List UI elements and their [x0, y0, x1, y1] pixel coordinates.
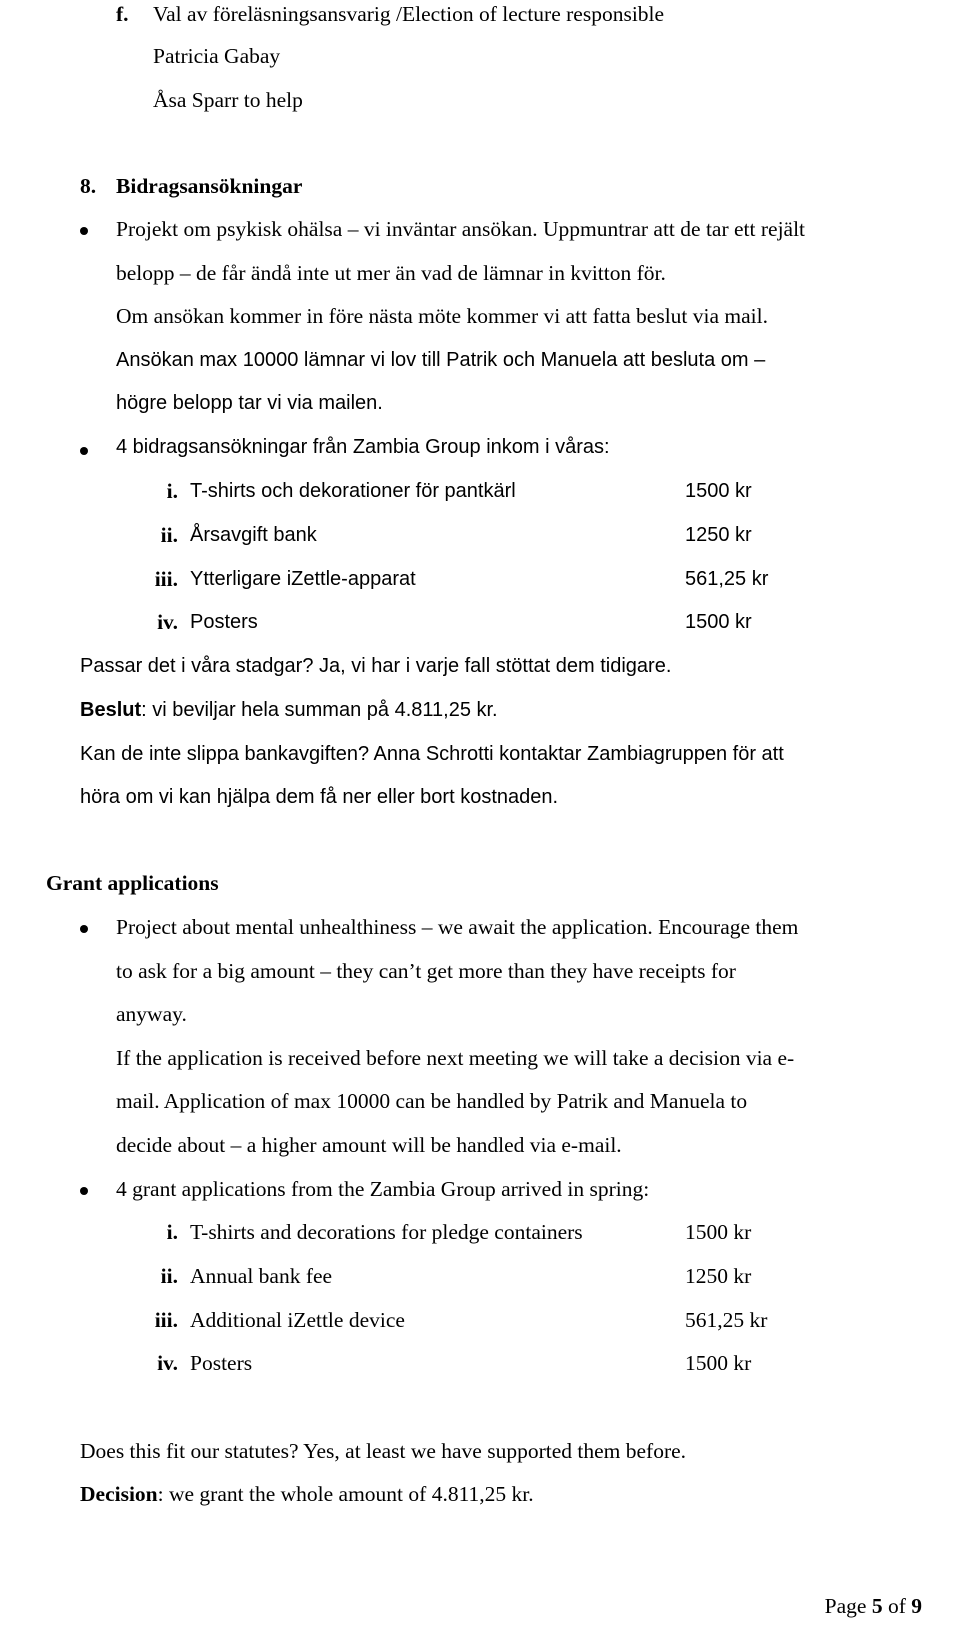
list-item-desc: Posters — [190, 1351, 253, 1375]
list-item-amount: 561,25 kr — [685, 568, 769, 590]
section-f-name: Åsa Sparr to help — [153, 88, 303, 112]
paragraph-line: Ansökan max 10000 lämnar vi lov till Patrik och Manuela att besluta om – — [116, 349, 766, 371]
section-8-title: Bidragsansökningar — [116, 174, 303, 198]
page-word: Page — [824, 1594, 867, 1618]
of-word: of — [887, 1594, 906, 1618]
decision-line — [80, 1484, 534, 1506]
bullet-icon — [80, 227, 88, 235]
paragraph-line: anyway. — [116, 1002, 187, 1026]
list-item-number: iv. — [157, 1351, 178, 1375]
total-pages: 9 — [911, 1594, 922, 1618]
paragraph-line: Project about mental unhealthiness – we await the application. Encourage them — [116, 915, 799, 939]
list-item-amount: 1500 kr — [685, 1351, 752, 1375]
list-item-desc: Posters — [190, 611, 258, 633]
section-f-name: Patricia Gabay — [153, 44, 281, 68]
bullet-icon — [80, 925, 88, 933]
decision-label: Beslut — [80, 699, 142, 721]
bullet-icon — [80, 447, 88, 455]
paragraph-line: decide about – a higher amount will be handled via e-mail. — [116, 1133, 622, 1157]
section-8-number: 8. — [80, 174, 97, 198]
list-item-desc: Annual bank fee — [190, 1264, 333, 1288]
paragraph-line: höra om vi kan hjälpa dem få ner eller bort kostnaden. — [80, 786, 559, 808]
list-item-amount: 1500 kr — [685, 1220, 752, 1244]
list-item-desc: Årsavgift bank — [190, 524, 317, 546]
list-item-number: iv. — [157, 610, 178, 634]
section-f-title: Val av föreläsningsansvarig /Election of lecture responsible — [153, 2, 665, 26]
list-item-amount: 1250 kr — [685, 524, 752, 546]
page-number — [825, 1596, 922, 1618]
list-item-number: i. — [166, 479, 178, 503]
paragraph-line: 4 grant applications from the Zambia Group arrived in spring: — [116, 1177, 650, 1201]
list-item-number: i. — [166, 1220, 178, 1244]
paragraph-line: belopp – de får ändå inte ut mer än vad de lämnar in kvitton för. — [116, 261, 666, 285]
statutes-note: Does this fit our statutes? Yes, at least we have supported them before. — [80, 1439, 687, 1463]
list-item-desc: T-shirts and decorations for pledge containers — [190, 1220, 583, 1244]
grants-heading: Grant applications — [46, 871, 219, 895]
statutes-note: Passar det i våra stadgar? Ja, vi har i varje fall stöttat dem tidigare. — [80, 655, 672, 677]
list-item-amount: 1500 kr — [685, 611, 752, 633]
current-page: 5 — [871, 1594, 883, 1618]
list-item-amount: 561,25 kr — [685, 1308, 768, 1332]
bullet-icon — [80, 1187, 88, 1195]
paragraph-line: Kan de inte slippa bankavgiften? Anna Schrotti kontaktar Zambiagruppen för att — [80, 743, 784, 765]
list-item-number: iii. — [154, 1308, 178, 1332]
paragraph-line: Projekt om psykisk ohälsa – vi inväntar ansökan. Uppmuntrar att de tar ett rejält — [116, 217, 806, 241]
list-item-number: iii. — [154, 567, 178, 591]
paragraph-line: to ask for a big amount – they can’t get more than they have receipts for — [116, 959, 736, 983]
list-item-amount: 1250 kr — [685, 1264, 752, 1288]
paragraph-line: Om ansökan kommer in före nästa möte kommer vi att fatta beslut via mail. — [116, 304, 768, 328]
list-item-number: ii. — [160, 1264, 178, 1288]
decision-label: Decision — [80, 1482, 158, 1506]
list-item-number: ii. — [160, 523, 178, 547]
paragraph-line: mail. Application of max 10000 can be handled by Patrik and Manuela to — [116, 1089, 748, 1113]
list-item-desc: Ytterligare iZettle-apparat — [190, 568, 416, 590]
decision-text: : vi beviljar hela summan på 4.811,25 kr. — [141, 699, 498, 721]
paragraph-line: högre belopp tar vi via mailen. — [116, 392, 383, 414]
list-item-amount: 1500 kr — [685, 480, 752, 502]
section-f-marker: f. — [116, 2, 129, 26]
decision-line — [80, 700, 498, 720]
list-item-desc: Additional iZettle device — [190, 1308, 405, 1332]
list-item-desc: T-shirts och dekorationer för pantkärl — [190, 480, 516, 502]
paragraph-line: 4 bidragsansökningar från Zambia Group inkom i våras: — [116, 436, 610, 458]
paragraph-line: If the application is received before next meeting we will take a decision via e- — [116, 1046, 795, 1070]
decision-text: : we grant the whole amount of 4.811,25 kr. — [157, 1482, 534, 1506]
